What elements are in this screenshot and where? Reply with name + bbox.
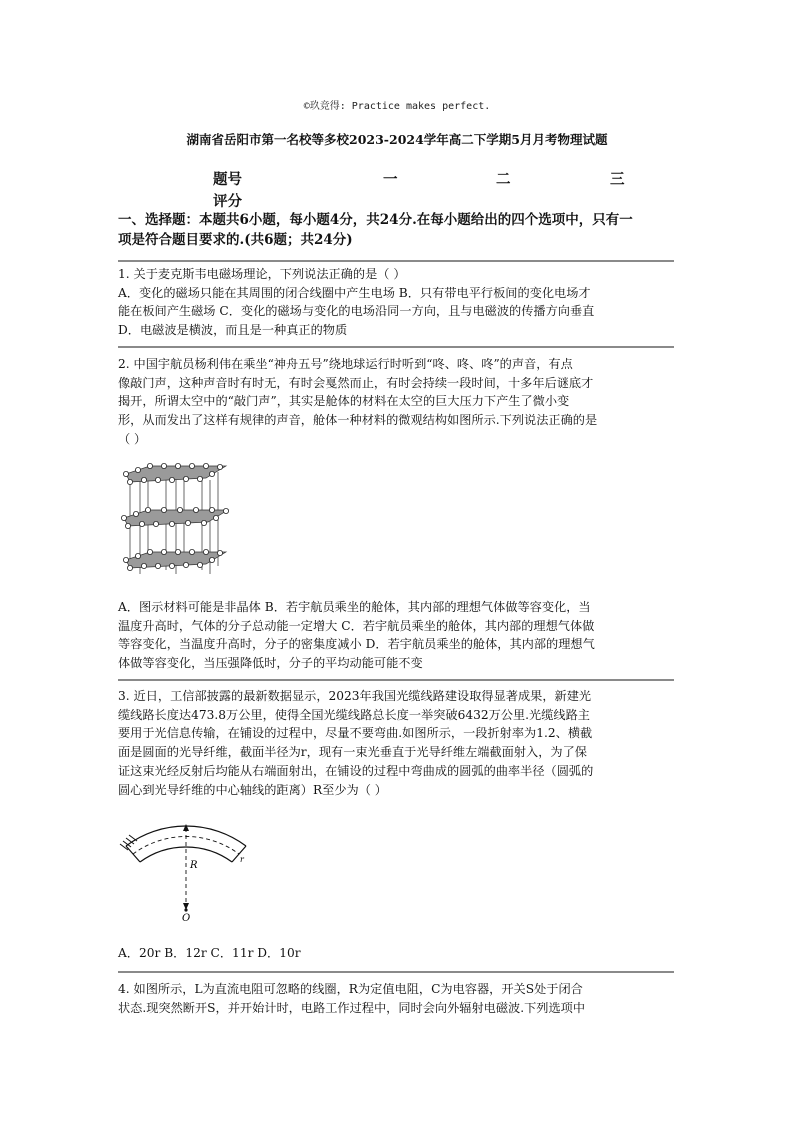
question-divider [118,679,674,681]
question-line: A．变化的磁场只能在其周围的闭合线圈中产生电场 B．只有带电平行板间的变化电场才 [118,285,591,300]
section-heading-line: 一、选择题：本题共6小题，每小题4分，共24分.在每小题给出的四个选项中，只有一 [118,212,633,228]
option-line: A．20r B．12r C．11r D．10r [118,946,301,960]
question-line: 3. 近日，工信部披露的最新数据显示，2023年我国光缆线路建设取得显著成果，新建光 [118,689,592,703]
question-line: 面是圆面的光导纤维，截面半径为r，现有一束光垂直于光导纤维左端截面射入，为了保 [118,745,587,760]
section-heading-line: 项是符合题目要求的.(共6题；共24分) [118,232,353,248]
question-divider [118,260,674,262]
score-grade-label: 评分 [213,193,242,210]
question-3 [118,687,674,799]
question-1 [118,265,674,340]
question-divider [118,346,674,348]
lattice-structure-figure [120,462,232,580]
incident-light-rays [120,835,137,850]
watermark: ©玖竞得: Practice makes perfect. [303,101,491,112]
optical-fiber-figure [112,818,272,922]
center-label: O [182,913,191,922]
radius-arrow-up [183,824,189,831]
question-line: 4. 如图所示，L为直流电阻可忽略的线圈，R为定值电阻，C为电容器，开关S处于闭合 [118,982,583,996]
question-line: 圆心到光导纤维的中心轴线的距离）R至少为（ ） [118,782,387,797]
option-line: 等容变化，当温度升高时，分子的密集度减小 D．若宇航员乘坐的舱体，其内部的理想气 [118,637,595,652]
option-line: A．图示材料可能是非晶体 B．若宇航员乘坐的舱体，其内部的理想气体做等容变化，当 [118,600,591,614]
score-col-2: 二 [496,171,511,188]
score-col-3: 三 [610,171,625,188]
center-point [184,908,187,911]
question-4 [118,980,674,1017]
page-title: 湖南省岳阳市第一名校等多校2023-2024学年高二下学期5月月考物理试题 [186,132,608,147]
question-line: （ ） [118,431,147,446]
question-line: 缆线路长度达473.8万公里，使得全国光缆线路总长度一举突破6432万公里.光缆线路主 [118,707,590,722]
score-col-1: 一 [383,171,398,188]
score-row-label: 题号 [213,171,242,188]
question-3-options [118,944,674,963]
question-line: 能在板间产生磁场 C．变化的磁场与变化的电场沿同一方向，且与电磁波的传播方向垂直 [118,304,595,319]
option-line: 体做等容变化，当压强降低时，分子的平均动能可能不变 [118,656,423,671]
question-line: 2. 中国宇航员杨利伟在乘坐“神舟五号”绕地球运行时听到“咚、咚、咚”的声音，有点 [118,357,573,371]
question-line: 形，从而发出了这样有规律的声音，舱体一种材料的微观结构如图所示.下列说法正确的是 [118,413,598,428]
fiber-left-end [126,846,140,862]
question-line: 要用于光信息传输，在铺设的过程中，尽量不要弯曲.如图所示，一段折射率为1.2、横截 [118,726,593,741]
question-line: D．电磁波是横波，而且是一种真正的物质 [118,323,348,338]
section-heading [118,210,678,250]
question-line: 揭开，所谓太空中的“敲门声”，其实是舱体的材料在太空的巨大压力下产生了微小变 [118,394,570,409]
radius-label: R [190,860,198,871]
question-line: 状态.现突然断开S，并开始计时，电路工作过程中，同时会向外辐射电磁波.下列选项中 [118,1000,586,1015]
question-line: 证这束光经反射后均能从右端面射出，在铺设的过程中弯曲成的圆弧的曲率半径（圆弧的 [118,763,594,778]
r-label: r [240,855,244,864]
question-line: 像敲门声，这种声音时有时无，有时会戛然而止，有时会持续一段时间，十多年后谜底才 [118,375,594,390]
fiber-right-end [232,846,246,862]
question-divider [118,971,674,973]
option-line: 温度升高时，气体的分子总动能一定增大 C．若宇航员乘坐的舱体，其内部的理想气体做 [118,618,595,633]
question-2 [118,355,674,449]
question-2-options [118,598,674,673]
question-line: 1. 关于麦克斯韦电磁场理论，下列说法正确的是（ ） [118,267,406,281]
